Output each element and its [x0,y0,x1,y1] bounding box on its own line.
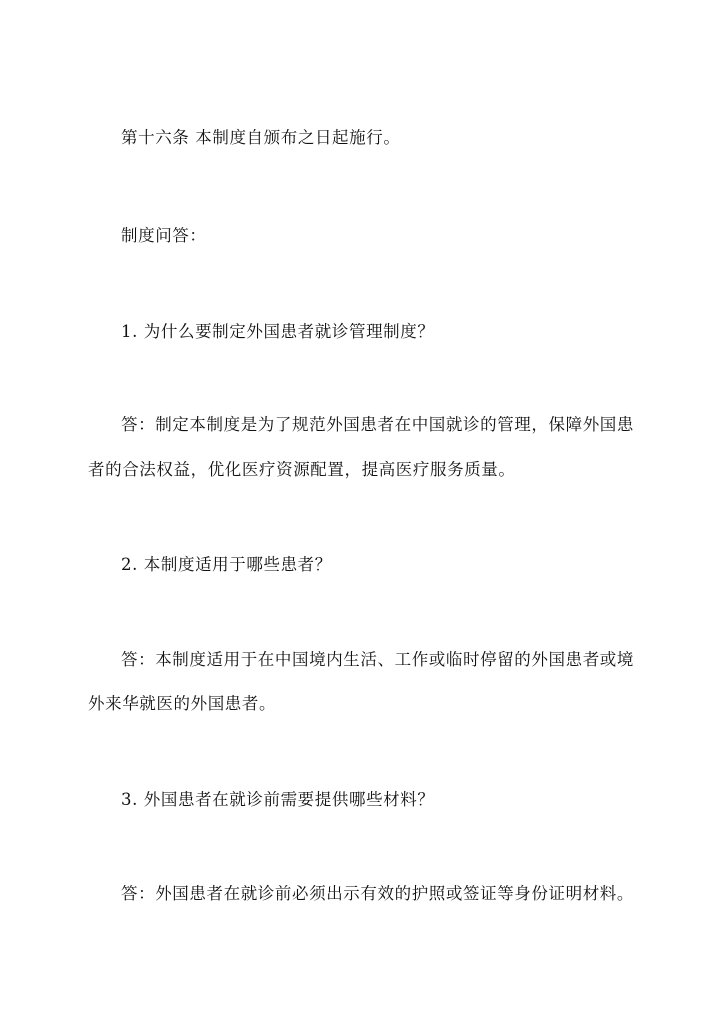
answer-1-line-1: 答：制定本制度是为了规范外国患者在中国就诊的管理，保障外国患 [121,415,634,434]
qa-heading: 制度问答： [121,226,207,245]
answer-2-line-2: 外来华就医的外国患者。 [88,694,277,713]
answer-3-line-1: 答：外国患者在就诊前必须出示有效的护照或签证等身份证明材料。 [121,884,634,903]
answer-2-line-1: 答：本制度适用于在中国境内生活、工作或临时停留的外国患者或境 [121,650,634,669]
question-2: 2. 本制度适用于哪些患者？ [121,555,332,574]
article-16-text: 第十六条 本制度自颁布之日起施行。 [121,128,401,147]
question-1: 1. 为什么要制定外国患者就诊管理制度？ [121,322,435,341]
answer-1-line-2: 者的合法权益，优化医疗资源配置，提高医疗服务质量。 [88,460,516,479]
question-3: 3. 外国患者在就诊前需要提供哪些材料？ [121,790,435,809]
